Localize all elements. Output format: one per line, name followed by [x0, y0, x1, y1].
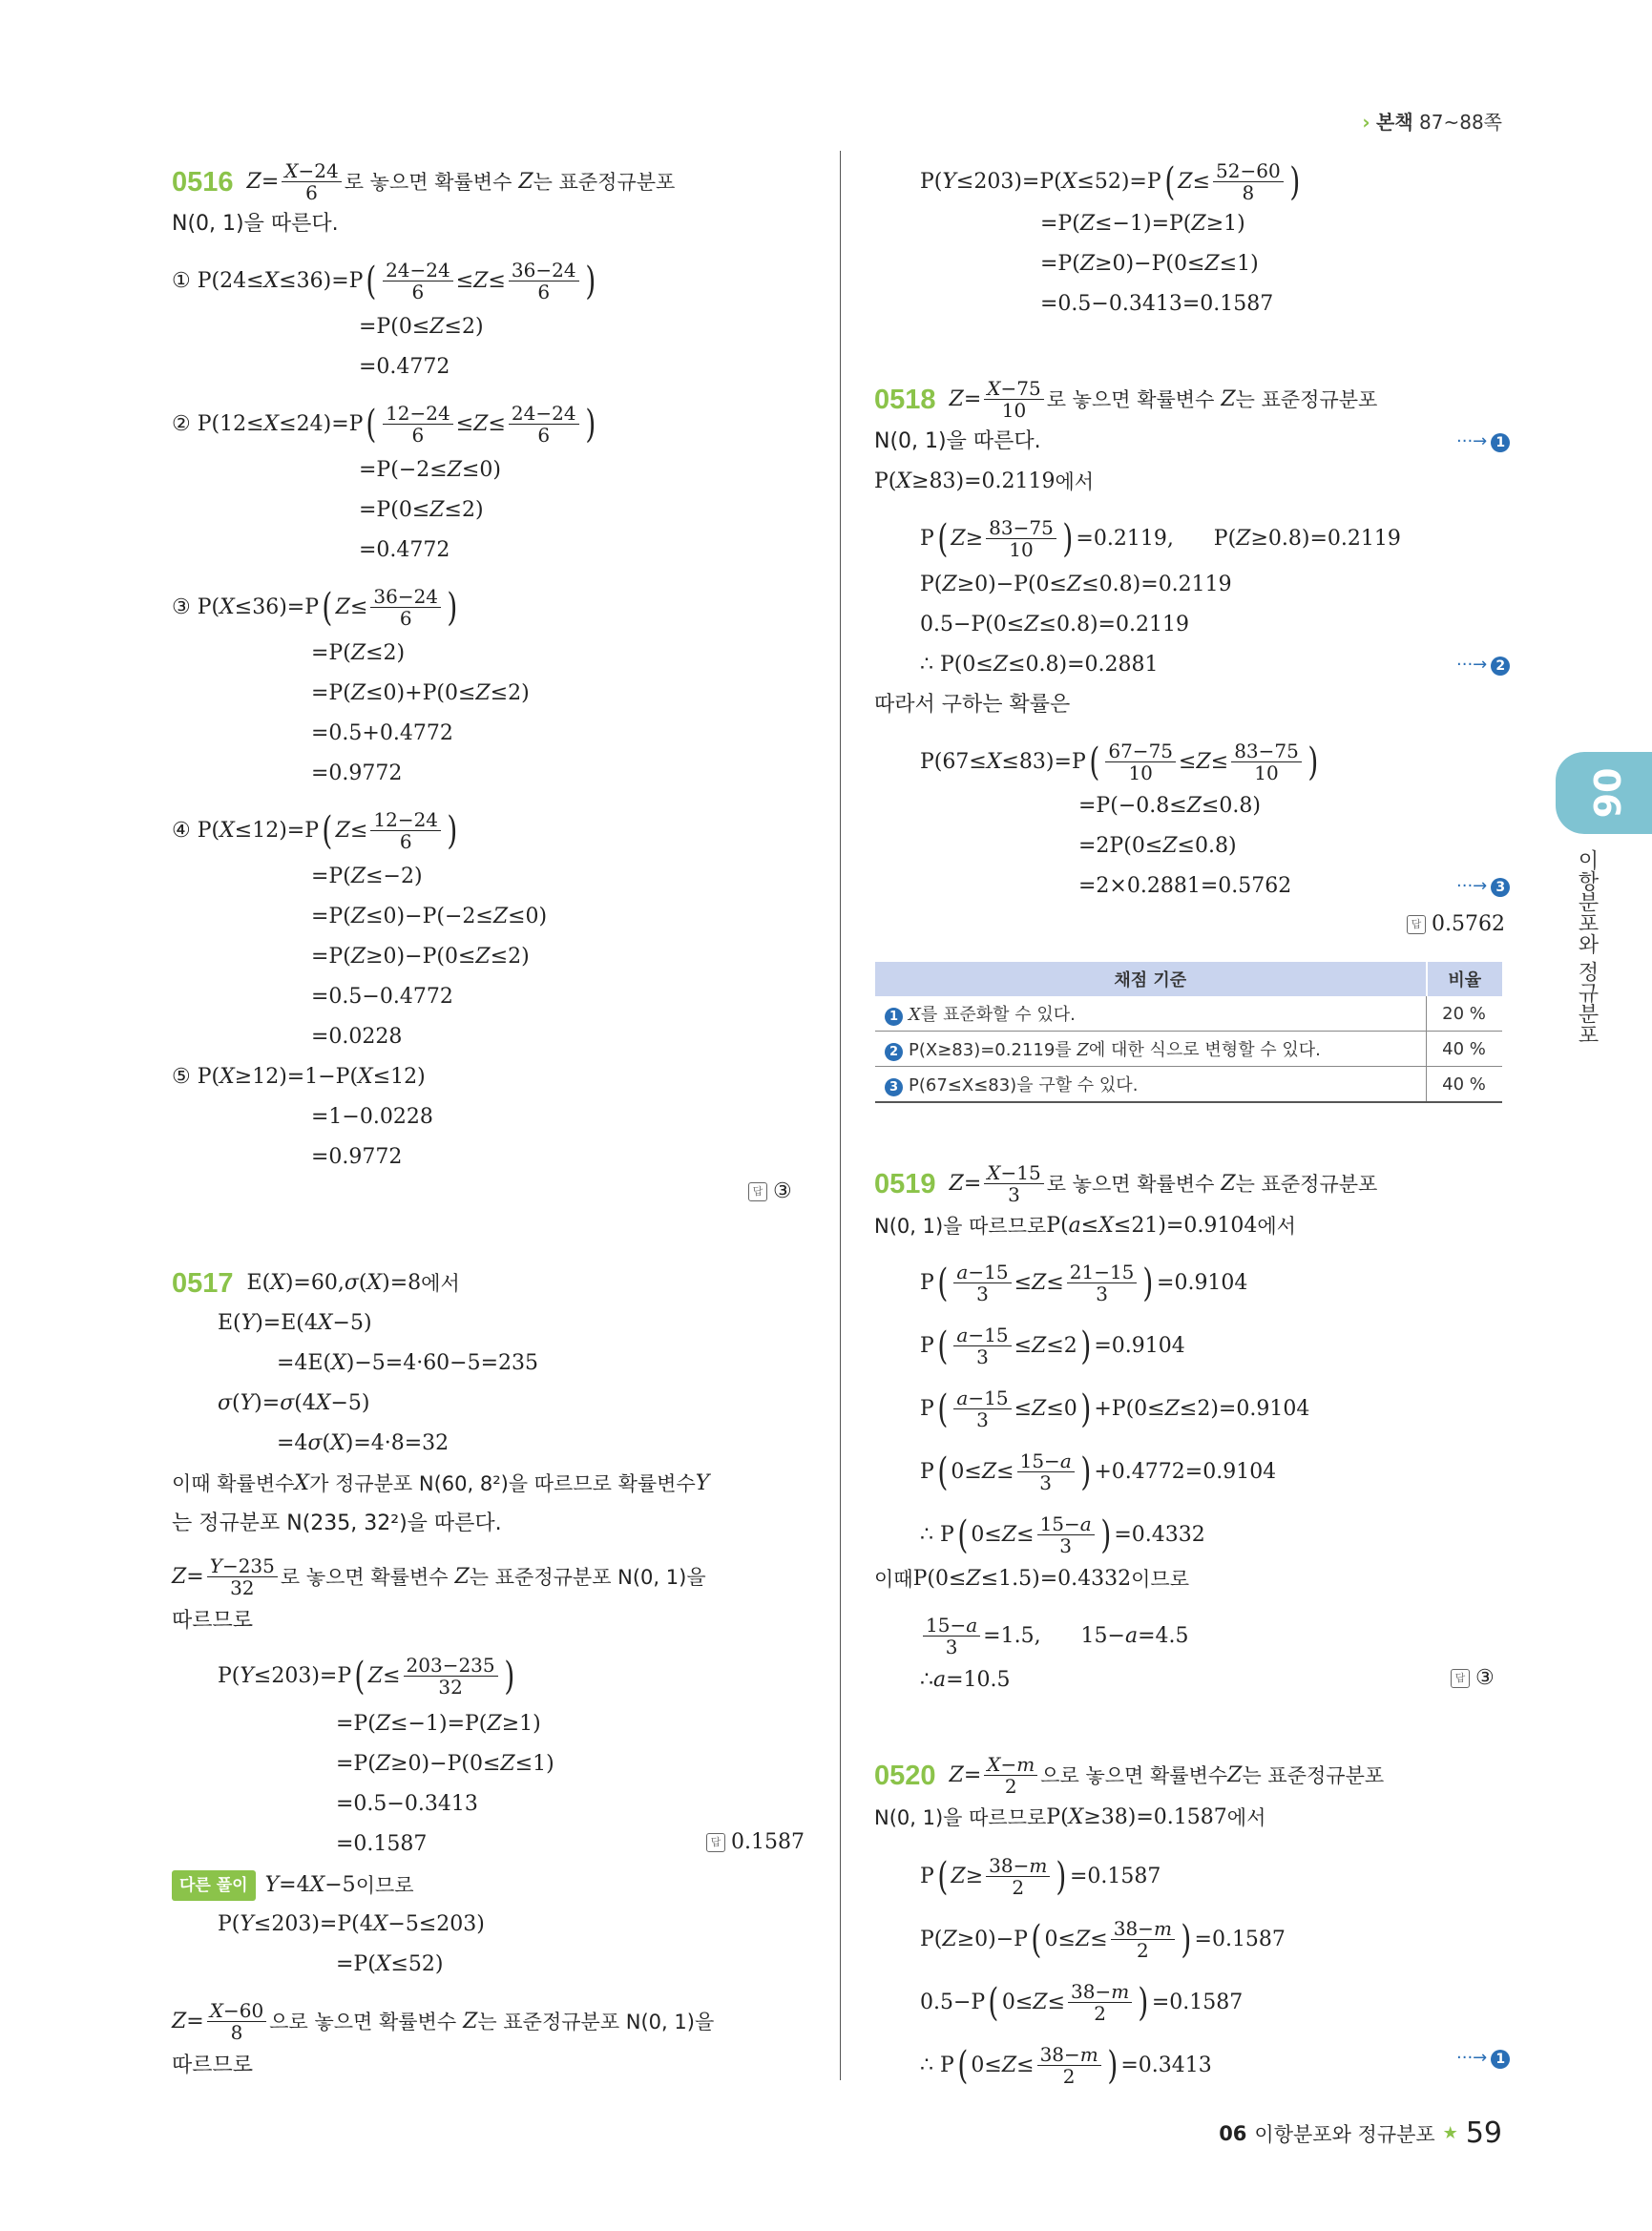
math-line: =0.5−0.4772 — [311, 985, 453, 1009]
math-line: =P( Z ≤−2) — [311, 865, 423, 888]
math-line: =2×0.2881=0.5762 — [1078, 874, 1292, 898]
math-line: 0.5−P ( 0≤ Z ≤ $\frac{38-m}{2}$ ) =0.1587 — [920, 1980, 1244, 2025]
math-line: P( Y ≤203)=P(4 X −5≤203) — [218, 1912, 485, 1936]
math-line: =P( Z ≤2) — [311, 641, 406, 665]
math-line: ③ P( X ≤36)=P ( Z ≤ $\frac{36-24}{6}$ ) — [172, 585, 458, 630]
step-mark-1: ···→ 1 — [1456, 2048, 1510, 2069]
grading-header-ratio: 비율 — [1427, 962, 1503, 996]
math-line: P ( Z ≥ $\frac{38-m}{2}$ ) =0.1587 — [920, 1854, 1161, 1899]
math-line: P ( $\frac{a-15}{3}$ ≤ Z ≤0 ) +P(0≤ Z ≤2)=0.9104 — [920, 1387, 1310, 1431]
table-row: 1 X를 표준화할 수 있다. 20 % — [875, 996, 1502, 1032]
math-line: $\frac{15-a}{3}$ =1.5, 15− a =4.5 — [920, 1615, 1189, 1658]
text-line: 이때 확률변수 X 가 정규분포 N(60, 8²)을 따르므로 확률변수 Y — [172, 1471, 710, 1495]
math-line: ④ P( X ≤12)=P ( Z ≤ $\frac{12-24}{6}$ ) — [172, 808, 458, 853]
text-line: 따르므로 — [172, 2054, 254, 2077]
math-line: =0.1587 — [336, 1832, 428, 1856]
math-line: =0.5+0.4772 — [311, 721, 453, 745]
math-line: =P(−2≤ Z ≤0) — [359, 458, 501, 482]
answer-0517: 답 0.1587 — [706, 1830, 805, 1854]
math-line: P ( $\frac{a-15}{3}$ ≤ Z ≤2 ) =0.9104 — [920, 1324, 1185, 1368]
problem-number: 0517 — [172, 1268, 234, 1299]
page-number: 59 — [1465, 2116, 1502, 2150]
other-solution-badge: 다른 풀이 — [172, 1870, 256, 1901]
problem-0518-header: 0518 Z = $\frac{X-75}{10}$ 로 놓으면 확률변수 Z 는 표준정규분포 — [874, 377, 1378, 422]
text-line: N(0, 1)을 따르므로 P( X ≥38)=0.1587 에서 — [874, 1805, 1266, 1829]
math-line: P( Y ≤203)=P( X ≤52)=P ( Z ≤ $\frac{52-60}{8}$ ) — [920, 159, 1300, 204]
text-line: 따르므로 — [172, 1609, 254, 1633]
math-line: E( Y )=E(4 X −5) — [218, 1311, 372, 1335]
math-line: P ( 0≤ Z ≤ $\frac{15-a}{3}$ ) +0.4772=0.9104 — [920, 1449, 1277, 1494]
page-reference — [1362, 107, 1502, 135]
text-line: Z = $\frac{X-60}{8}$ 으로 놓으면 확률변수 Z 는 표준정규분포 N(0, 1)을 — [172, 1999, 715, 2044]
math-line: =P( Z ≥0)−P(0≤ Z ≤1) — [1040, 252, 1259, 276]
math-line: =1−0.0228 — [311, 1105, 433, 1129]
page-ref-pages: 87~88쪽 — [1419, 111, 1502, 134]
answer-icon: 답 — [748, 1182, 767, 1201]
math-line: =P( Z ≤−1)=P( Z ≥1) — [1040, 212, 1245, 236]
text-line: 따라서 구하는 확률은 — [874, 693, 1071, 717]
math-line: P ( Z ≥ $\frac{83-75}{10}$ ) =0.2119, P( Z ≥0.8)=0.2119 — [920, 516, 1401, 561]
chapter-tab-number: 06 — [1585, 767, 1627, 819]
math-line: =2P(0≤ Z ≤0.8) — [1078, 834, 1237, 858]
math-line: =P( Z ≤0)+P(0≤ Z ≤2) — [311, 681, 530, 705]
math-line: ∴ a =10.5 — [920, 1668, 1011, 1692]
math-line: =P(−0.8≤ Z ≤0.8) — [1078, 794, 1261, 818]
answer-0519: 답 ③ — [1451, 1666, 1495, 1690]
math-line: ∴ P(0≤ Z ≤0.8)=0.2881 — [920, 653, 1159, 677]
table-row: 2 P(X≥83)=0.2119를 Z에 대한 식으로 변형할 수 있다. 40 % — [875, 1032, 1502, 1067]
problem-number: 0520 — [874, 1760, 936, 1791]
answer-icon: 답 — [706, 1833, 725, 1852]
math-line: ∴ P ( 0≤ Z ≤ $\frac{15-a}{3}$ ) =0.4332 — [920, 1512, 1205, 1557]
problem-0518-line2: N(0, 1)을 따른다. — [874, 429, 1041, 453]
math-line: P( Z ≥0)−P(0≤ Z ≤0.8)=0.2119 — [920, 573, 1232, 596]
math-line: =P( X ≤52) — [336, 1952, 444, 1976]
math-line: P( X ≥83)=0.2119 에서 — [874, 469, 1095, 493]
answer-icon: 답 — [1451, 1669, 1470, 1688]
math-line: =P( Z ≥0)−P(0≤ Z ≤2) — [311, 945, 530, 969]
step-mark-1: ···→ 1 — [1456, 431, 1510, 452]
problem-0517-header: 0517 E( X )=60, σ ( X )=8 에서 — [172, 1268, 460, 1299]
math-line: =0.5−0.3413=0.1587 — [1040, 292, 1274, 316]
other-solution: 다른 풀이 Y =4 X −5 이므로 — [172, 1870, 414, 1901]
math-line: =4E( X )−5=4·60−5=235 — [277, 1351, 539, 1375]
problem-number: 0518 — [874, 384, 936, 415]
star-icon: ★ — [1442, 2123, 1458, 2143]
math-line: =P(0≤ Z ≤2) — [359, 498, 484, 522]
problem-0516-line2: N(0, 1)을 따른다. — [172, 212, 339, 236]
problem-0516-header: 0516 Z = $\frac{X-24}{6}$ 로 놓으면 확률변수 Z 는 표준정규분포 — [172, 159, 676, 204]
math-line: 0.5−P(0≤ Z ≤0.8)=0.2119 — [920, 613, 1189, 636]
text-line: 는 정규분포 N(235, 32²)을 따른다. — [172, 1512, 502, 1535]
math-line: P ( $\frac{a-15}{3}$ ≤ Z ≤ $\frac{21-15}{3}$ ) =0.9104 — [920, 1261, 1248, 1305]
answer-0516: 답 ③ — [748, 1179, 792, 1203]
math-line: ① P(24≤ X ≤36)=P ( $\frac{24-24}{6}$ ≤ Z ≤ $\frac{36-24}{6}$ ) — [172, 259, 596, 303]
math-line: =0.9772 — [311, 1145, 403, 1169]
page-footer: 06 이항분포와 정규분포 ★ 59 — [1219, 2116, 1502, 2150]
math-line: =P( Z ≤−1)=P( Z ≥1) — [336, 1712, 541, 1736]
problem-0520-header: 0520 Z = $\frac{X-m}{2}$ 으로 놓으면 확률변수 Z 는 표준정규분포 — [874, 1753, 1385, 1798]
math-line: =0.0228 — [311, 1025, 403, 1049]
math-line: =P( Z ≥0)−P(0≤ Z ≤1) — [336, 1752, 554, 1776]
math-line: =4 σ ( X )=4·8=32 — [277, 1431, 450, 1455]
text-line: Z = $\frac{Y-235}{32}$ 로 놓으면 확률변수 Z 는 표준정규분포 N(0, 1)을 — [172, 1554, 706, 1599]
step-mark-2: ···→ 2 — [1456, 655, 1510, 676]
math-line: =0.4772 — [359, 355, 450, 379]
column-divider — [840, 151, 841, 2080]
math-line: =0.5−0.3413 — [336, 1792, 478, 1816]
math-line: =0.9772 — [311, 761, 403, 785]
math-line: =P(0≤ Z ≤2) — [359, 315, 484, 339]
page-ref-book: 본책 — [1376, 111, 1413, 134]
problem-number: 0519 — [874, 1168, 936, 1199]
problem-number: 0516 — [172, 166, 234, 198]
math-line: =0.4772 — [359, 538, 450, 562]
text-line: N(0, 1)을 따르므로 P( a ≤ X ≤21)=0.9104 에서 — [874, 1214, 1296, 1238]
math-line: =P( Z ≤0)−P(−2≤ Z ≤0) — [311, 905, 548, 928]
chapter-tab-title: 이항분포와 정규분포 — [1575, 849, 1599, 1045]
grading-header-criteria: 채점 기준 — [875, 962, 1427, 996]
math-line: σ ( Y )= σ (4 X −5) — [218, 1391, 370, 1415]
table-row: 3 P(67≤X≤83)을 구할 수 있다. 40 % — [875, 1067, 1502, 1103]
chevron-right-icon: › — [1362, 111, 1370, 134]
answer-icon: 답 — [1407, 915, 1426, 934]
text-line: 이때 P(0≤ Z ≤1.5)=0.4332 이므로 — [874, 1567, 1189, 1591]
step-mark-3: ···→ 3 — [1456, 876, 1510, 897]
grading-table — [875, 962, 1502, 1103]
answer-0518: 답 0.5762 — [1407, 912, 1505, 936]
math-line: P( Y ≤203)=P ( Z ≤ $\frac{203-235}{32}$ ) — [218, 1654, 514, 1699]
math-line: P(67≤ X ≤83)=P ( $\frac{67-75}{10}$ ≤ Z ≤ $\frac{83-75}{10}$ ) — [920, 740, 1319, 784]
math-line: ② P(12≤ X ≤24)=P ( $\frac{12-24}{6}$ ≤ Z ≤ $\frac{24-24}{6}$ ) — [172, 402, 596, 447]
math-line: P( Z ≥0)−P ( 0≤ Z ≤ $\frac{38-m}{2}$ ) =0.1587 — [920, 1917, 1286, 1962]
math-line: ∴ P ( 0≤ Z ≤ $\frac{38-m}{2}$ ) =0.3413 — [920, 2043, 1212, 2088]
problem-0519-header: 0519 Z = $\frac{X-15}{3}$ 로 놓으면 확률변수 Z 는 표준정규분포 — [874, 1161, 1378, 1206]
math-line: ⑤ P( X ≥12)=1−P( X ≤12) — [172, 1065, 426, 1089]
